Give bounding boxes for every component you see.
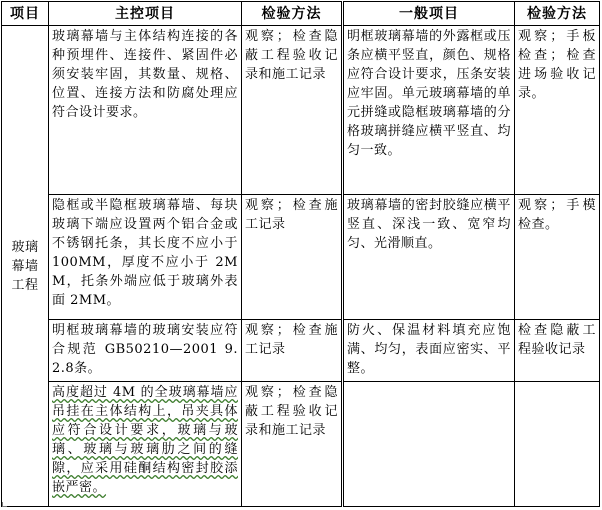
method-cell: 观察；手板检查；检查进场验收记录。 — [515, 26, 600, 195]
method-cell: 观察；检查隐蔽工程验收记录和施工记录 — [242, 26, 343, 195]
main-item-cell: 隐框或半隐框玻璃幕墙、每块玻璃下端应设置两个铝合金或不锈钢托条，其长度不应小于 100MM，厚度不应小于 2MM，托条外端应低于玻璃外表面 2MM。 — [49, 195, 242, 320]
main-item-text: 高度超过 4M 的全玻璃幕墙应吊挂在主体结构上，吊夹具体应符合设计要求，玻璃与玻璃、玻璃与玻璃肋之间的缝隙，应采用硅酮结构密封胶添嵌严密。 — [52, 385, 238, 495]
method-cell: 观察；检查施工记录 — [242, 195, 343, 320]
method-cell: 检查隐蔽工程验收记录 — [515, 320, 600, 382]
method-cell: 观察；检查施工记录 — [242, 320, 343, 382]
method-cell: 观察；检查隐蔽工程验收记录和施工记录 — [242, 382, 343, 507]
header-general: 一般项目 — [343, 2, 515, 26]
corner-marker — [2, 502, 7, 507]
header-row — [2, 2, 600, 26]
header-item: 项目 — [2, 2, 49, 26]
general-item-cell — [343, 382, 515, 507]
header-main: 主控项目 — [49, 2, 242, 26]
header-method-1: 检验方法 — [242, 2, 343, 26]
general-item-cell: 玻璃幕墙的密封胶缝应横平竖直、深浅一致、宽窄均匀、光滑顺直。 — [343, 195, 515, 320]
main-item-cell: 明框玻璃幕墙的玻璃安装应符合规范 GB50210—2001 9.2.8条。 — [49, 320, 242, 382]
table-row — [2, 26, 600, 195]
inspection-table — [1, 1, 600, 507]
table-row — [2, 195, 600, 320]
main-item-cell — [49, 382, 242, 507]
method-cell: 观察；手模检查。 — [515, 195, 600, 320]
item-label: 玻璃幕墙工程 — [2, 26, 49, 507]
general-item-cell: 明框玻璃幕墙的外露框或压条应横平竖直，颜色、规格应符合设计要求，压条安装应牢固。单元玻璃幕墙的单元拼缝或隐框玻璃幕墙的分格玻璃拼缝应横平竖直、均匀一致。 — [343, 26, 515, 195]
main-item-cell: 玻璃幕墙与主体结构连接的各种预埋件、连接件、紧固件必须安装牢固，其数量、规格、位置、连接方法和防腐处理应符合设计要求。 — [49, 26, 242, 195]
table-row — [2, 382, 600, 507]
header-method-2: 检验方法 — [515, 2, 600, 26]
method-cell — [515, 382, 600, 507]
general-item-cell: 防火、保温材料填充应饱满、均匀，表面应密实、平整。 — [343, 320, 515, 382]
table-row — [2, 320, 600, 382]
